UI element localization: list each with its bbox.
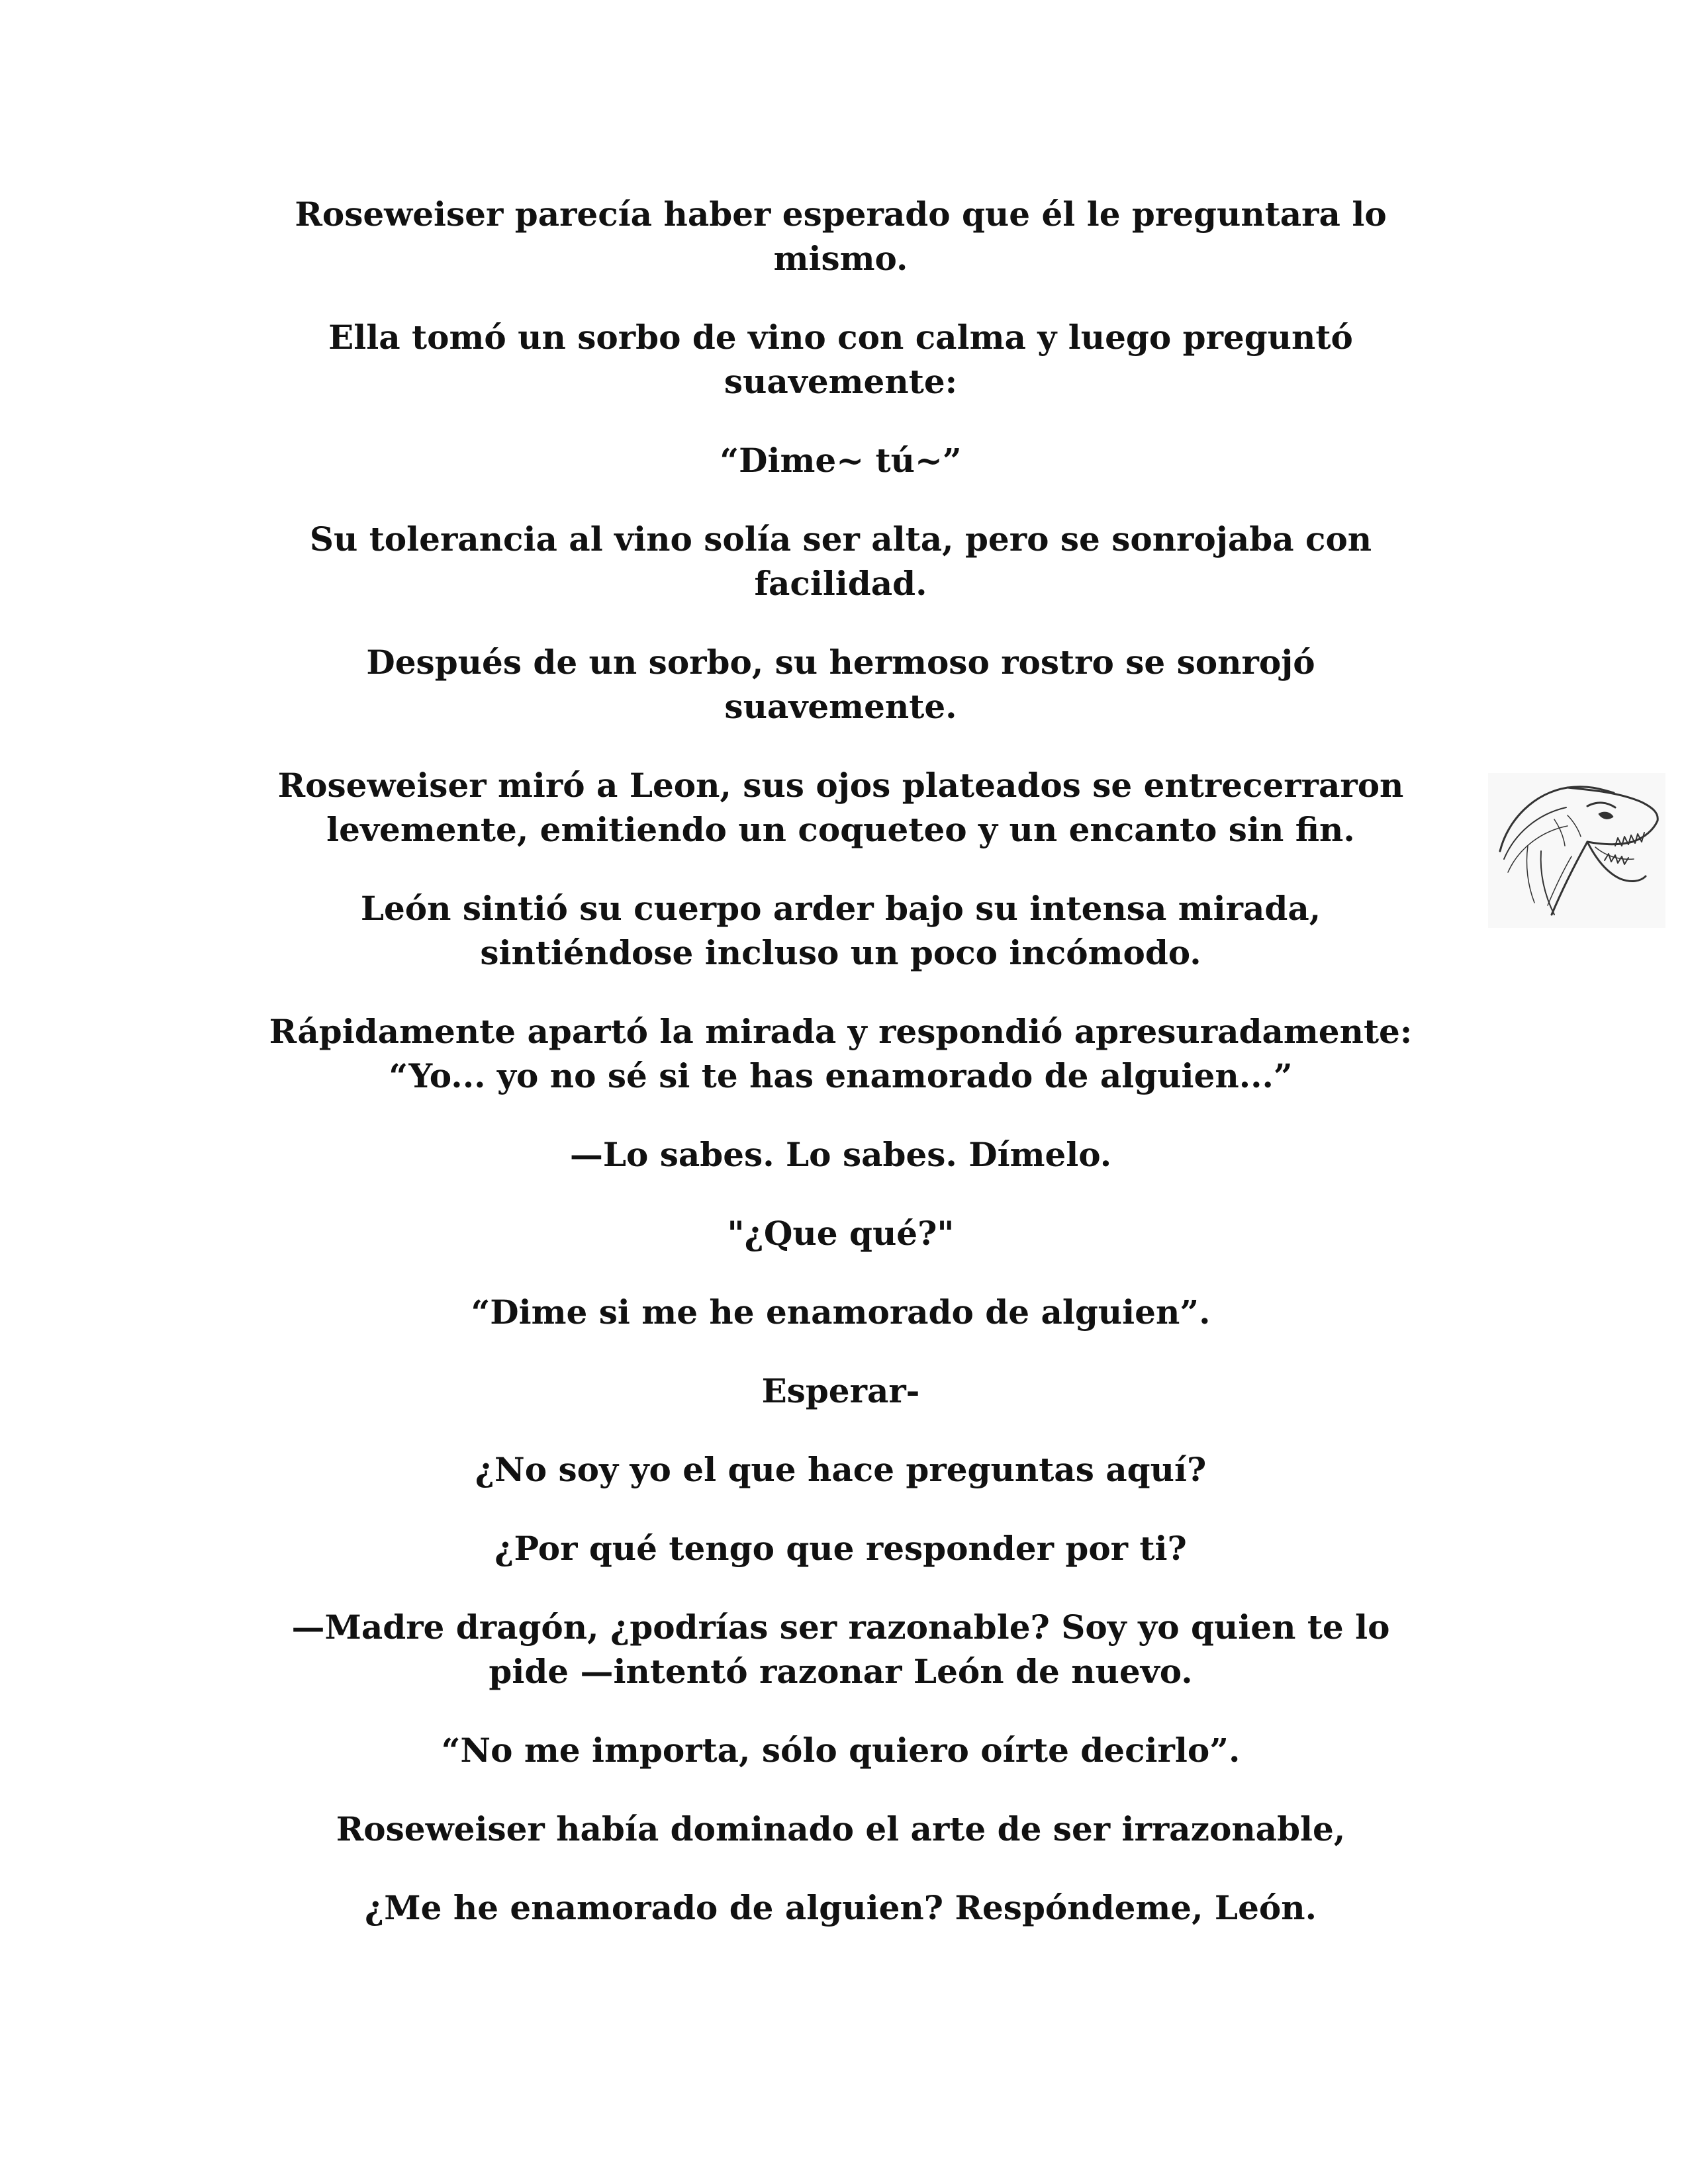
paragraph-13 <box>218 1447 1463 1492</box>
paragraph-line: Después de un sorbo, su hermoso rostro se sonrojó <box>366 643 1315 682</box>
paragraph-line: ¿Por qué tengo que responder por ti? <box>494 1529 1187 1568</box>
paragraph-line: pide —intentó razonar León de nuevo. <box>489 1652 1193 1691</box>
paragraph-line: ¿Me he enamorado de alguien? Respóndeme, León. <box>364 1888 1317 1927</box>
paragraph-line: Roseweiser había dominado el arte de ser irrazonable, <box>336 1809 1346 1848</box>
paragraph-10 <box>218 1211 1463 1255</box>
paragraph-line: “Dime~ tú~” <box>720 441 962 480</box>
paragraph-line: suavemente: <box>724 362 958 401</box>
paragraph-6 <box>218 763 1463 852</box>
paragraph-18 <box>218 1886 1463 1930</box>
dragon-head-sketch-icon <box>1488 773 1665 928</box>
paragraph-line: suavemente. <box>724 687 957 726</box>
paragraph-line: sintiéndose incluso un poco incómodo. <box>480 933 1201 972</box>
paragraph-line: Roseweiser parecía haber esperado que él le preguntara lo <box>295 195 1387 234</box>
paragraph-line: “No me importa, sólo quiero oírte decirlo”. <box>441 1731 1241 1770</box>
paragraph-line: “Yo... yo no sé si te has enamorado de alguien...” <box>389 1056 1293 1095</box>
paragraph-11 <box>218 1290 1463 1334</box>
paragraph-line: Esperar- <box>761 1371 920 1410</box>
paragraph-4 <box>218 517 1463 606</box>
paragraph-3 <box>218 438 1463 482</box>
paragraph-line: “Dime si me he enamorado de alguien”. <box>471 1293 1211 1332</box>
paragraph-line: levemente, emitiendo un coqueteo y un encanto sin fin. <box>326 810 1355 849</box>
paragraph-line: Roseweiser miró a Leon, sus ojos plateados se entrecerraron <box>277 766 1404 805</box>
paragraph-2 <box>218 315 1463 404</box>
paragraph-line: Ella tomó un sorbo de vino con calma y luego preguntó <box>328 318 1353 357</box>
paragraph-line: mismo. <box>773 239 908 278</box>
paragraph-line: "¿Que qué?" <box>727 1214 955 1253</box>
paragraph-7 <box>218 886 1463 975</box>
paragraph-8 <box>218 1009 1463 1098</box>
paragraph-line: León sintió su cuerpo arder bajo su intensa mirada, <box>360 889 1321 928</box>
paragraph-9 <box>218 1132 1463 1177</box>
paragraph-line: facilidad. <box>754 564 927 603</box>
paragraph-14 <box>218 1526 1463 1570</box>
paragraph-16 <box>218 1728 1463 1772</box>
paragraph-line: Rápidamente apartó la mirada y respondió apresuradamente: <box>269 1012 1413 1051</box>
story-text <box>218 192 1463 1964</box>
paragraph-15 <box>218 1605 1463 1694</box>
paragraph-5 <box>218 640 1463 729</box>
paragraph-line: —Lo sabes. Lo sabes. Dímelo. <box>569 1135 1112 1174</box>
paragraph-line: —Madre dragón, ¿podrías ser razonable? Soy yo quien te lo <box>291 1608 1390 1647</box>
paragraph-line: Su tolerancia al vino solía ser alta, pero se sonrojaba con <box>309 520 1372 559</box>
paragraph-line: ¿No soy yo el que hace preguntas aquí? <box>475 1450 1207 1489</box>
paragraph-1 <box>218 192 1463 281</box>
paragraph-17 <box>218 1807 1463 1851</box>
paragraph-12 <box>218 1369 1463 1413</box>
